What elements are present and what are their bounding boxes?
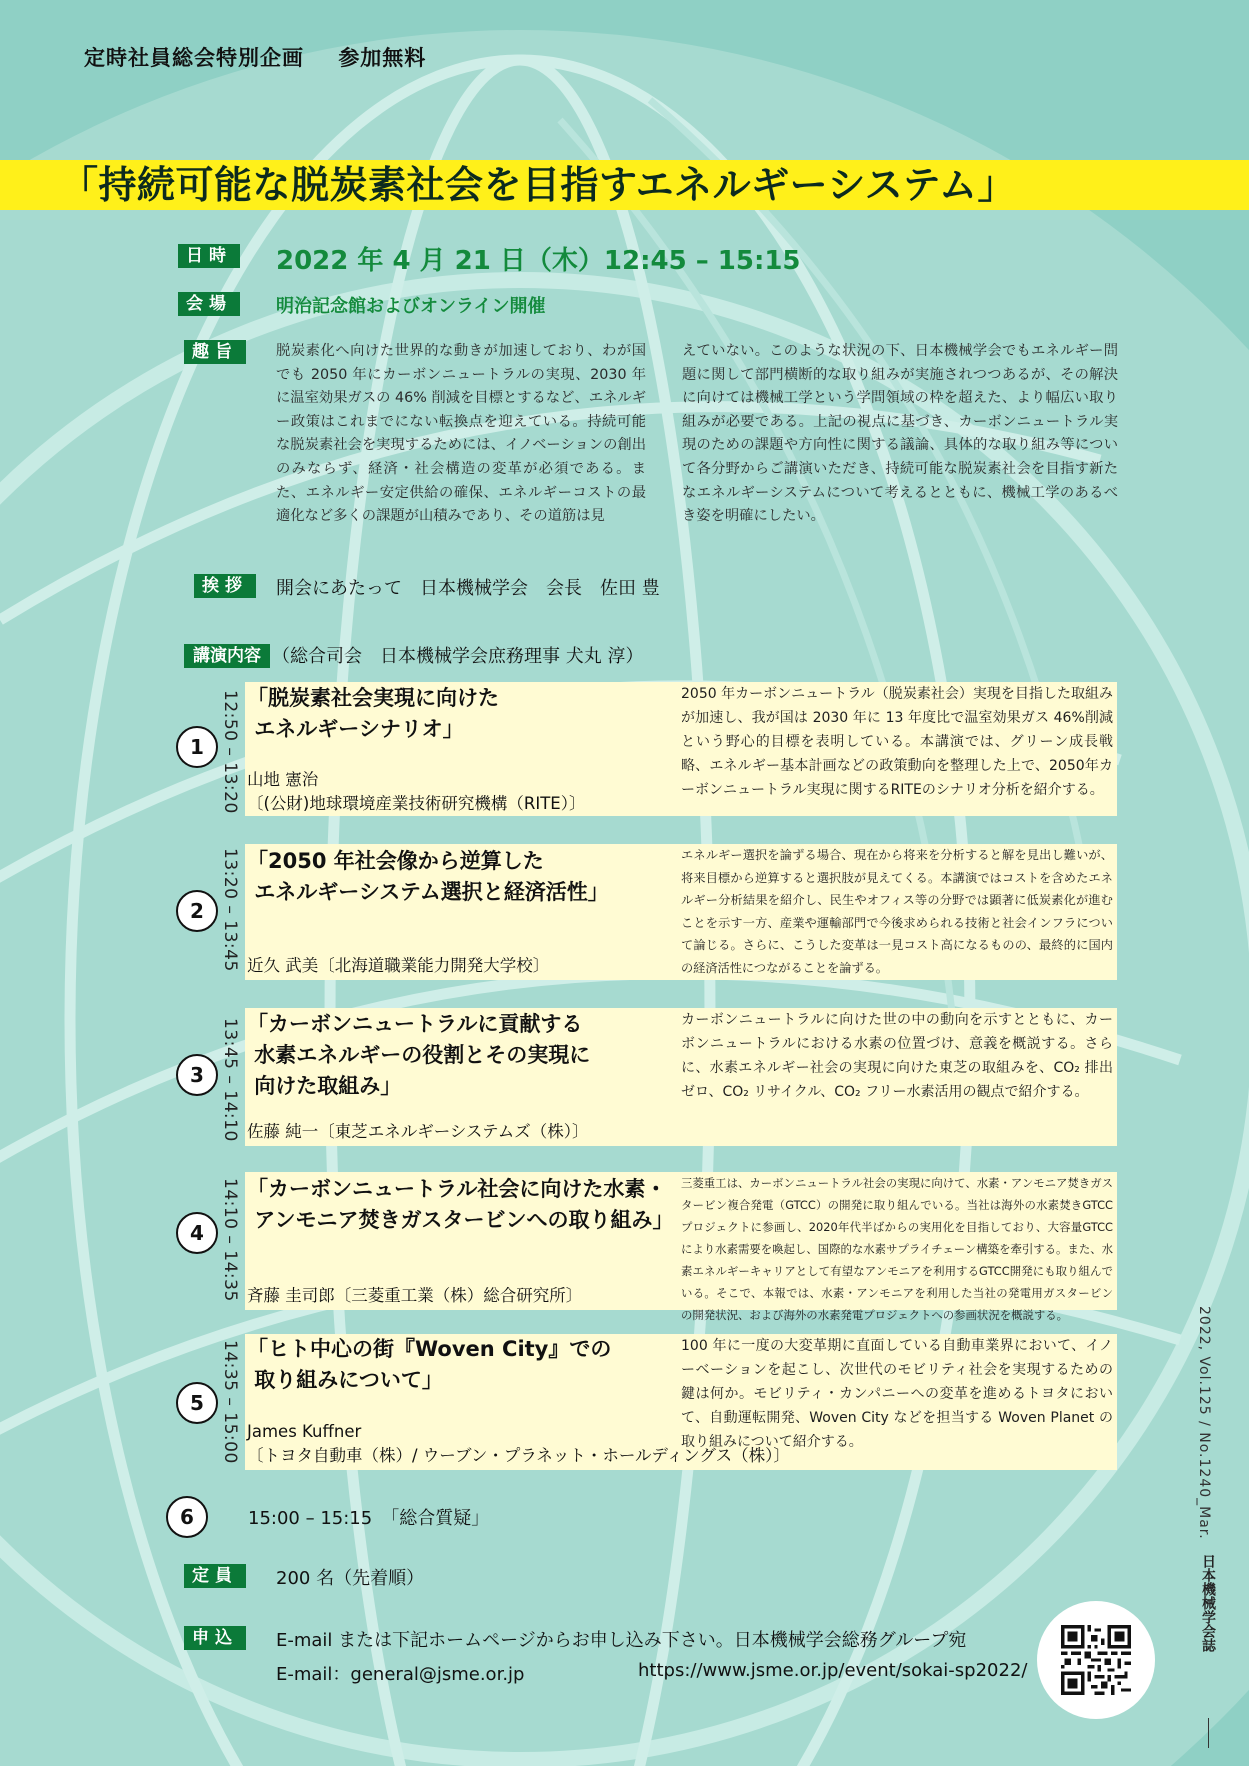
lecture-card bbox=[245, 1172, 1117, 1322]
event-title: 「持続可能な脱炭素社会を目指すエネルギーシステム」 bbox=[60, 163, 1017, 207]
label-greeting: 挨拶 bbox=[194, 574, 256, 598]
lecture-description: 三菱重工は、カーボンニュートラル社会の実現に向けて、水素・アンモニア焚きガスタービン複合発電（GTCC）の開発に取り組んでいる。当社は海外の水素焚きGTCCプロジェクトに参画し、2020年代半ばからの実用化を目指しており、大容量GTCCにより水素需要を喚起し、国際的な水素サプライチェーン構築を牽引する。また、水素エネルギーキャリアとして有望なアンモニアを利用するGTCC開発にも取り組んでいる。そこで、本報では、水素・アンモニアを利用した当社の発電用ガスタービンの開発状況、および海外の水素発電プロジェクトへの参画状況を概説する。 bbox=[681, 1176, 1113, 1322]
lecture-title: 「2050 年社会像から逆算した エネルギーシステム選択と経済活性」 bbox=[247, 849, 609, 904]
lecture-number: 2 bbox=[176, 890, 218, 932]
lecture-speaker: James Kuffner 〔トヨタ自動車（株）/ ウーブン・プラネット・ホールディングス（株）〕 bbox=[247, 1422, 790, 1465]
lecture-time: 13:45 – 14:10 bbox=[220, 1018, 240, 1142]
lecture-description: 2050 年カーボンニュートラル（脱炭素社会）実現を目指した取組みが加速し、我が国は 2030 年に 13 年度比で温室効果ガス 46%削減という野心的目標を表明している。本講演では、グリーン成長戦略、エネルギー基本計画などの政策動向を整理した上で、2050年カーボンニュートラル実現に関するRITEのシナリオ分析を紹介する。 bbox=[681, 686, 1113, 798]
lecture-speaker: 佐藤 純一〔東芝エネルギーシステムズ（株）〕 bbox=[247, 1122, 589, 1141]
publisher-name: 日本機械学会誌 bbox=[1200, 1554, 1216, 1652]
lecture-description: カーボンニュートラルに向けた世の中の動向を示すとともに、カーボンニュートラルにおける水素の位置づけ、意義を概説する。さらに、水素エネルギー社会の実現に向けた東芝の取組みを、CO₂ 排出ゼロ、CO₂ リサイクル、CO₂ フリー水素活用の観点で紹介する。 bbox=[681, 1012, 1113, 1100]
label-datetime: 日時 bbox=[178, 244, 240, 268]
lecture-speaker: 斉藤 圭司郎〔三菱重工業（株）総合研究所〕 bbox=[247, 1286, 583, 1305]
purpose-text-col2: えていない。このような状況の下、日本機械学会でもエネルギー問題に関して部門横断的な取り組みが実施されつつあるが、その解決に向けては機械工学という学問領域の枠を超えた、より幅広い取り組みが必要である。上記の視点に基づき、カーボンニュートラル実現のための課題や方向性に関する議論、具体的な取り組み等について各分野からご講演いただき、持続可能な脱炭素社会を目指す新たなエネルギーシステムについて考えるとともに、機械工学のあるべき姿を明確にしたい。 bbox=[682, 343, 1118, 525]
purpose-text-col1: 脱炭素化へ向けた世界的な動きが加速しており、わが国でも 2050 年にカーボンニュートラルの実現、2030 年に温室効果ガスの 46% 削減を目標とするなど、エネルギー政策はこれまでにない転換点を迎えている。持続可能な脱炭素社会を実現するためには、イノベーションの創出のみならず、経済・社会構造の変革が必須である。また、エネルギー安定供給の確保、エネルギーコストの最適化など多くの課題が山積みであり、その道筋は見 bbox=[276, 343, 646, 525]
capacity-text: 200 名（先着順） bbox=[276, 1568, 425, 1589]
lecture-time: 14:10 – 14:35 bbox=[220, 1178, 240, 1302]
lecture-card bbox=[245, 1334, 1117, 1470]
lecture-number: 3 bbox=[176, 1054, 218, 1096]
pre-title-text: 定時社員総会特別企画 bbox=[84, 46, 304, 70]
greeting-text: 開会にあたって 日本機械学会 会長 佐田 豊 bbox=[276, 578, 660, 599]
lecture-title: 「カーボンニュートラル社会に向けた水素・ アンモニア焚きガスタービンへの取り組み」 bbox=[247, 1177, 674, 1232]
lecture-title: 「ヒト中心の街『Woven City』での 取り組みについて」 bbox=[247, 1337, 612, 1392]
lecture-time: 14:35 – 15:00 bbox=[220, 1340, 240, 1464]
lecture-number: 4 bbox=[176, 1212, 218, 1254]
lecture-description: エネルギー選択を論ずる場合、現在から将来を分析すると解を見出し難いが、将来目標から逆算すると選択肢が見えてくる。本講演ではコストを含めたエネルギー分析結果を紹介し、民生やオフィス等の分野では顕著に低炭素化が進むことを示す一方、産業や運輸部門で今後求められる技術と社会インフラについて論じる。さらに、こうした変革は一見コスト高になるものの、最終的に国内の経済活性につながることを論ずる。 bbox=[681, 848, 1113, 975]
lectures-moderator: （総合司会 日本機械学会庶務理事 犬丸 淳） bbox=[272, 646, 644, 667]
label-application: 申込 bbox=[184, 1626, 246, 1650]
qr-code-icon[interactable] bbox=[1061, 1625, 1131, 1695]
lecture-title: 「カーボンニュートラルに貢献する 水素エネルギーの役割とその実現に 向けた取組み」 bbox=[247, 1012, 591, 1098]
lecture-card bbox=[245, 682, 1117, 816]
lecture-number: 5 bbox=[176, 1382, 218, 1424]
lecture-number: 1 bbox=[176, 726, 218, 768]
application-url-link[interactable]: https://www.jsme.or.jp/event/sokai-sp2022/ bbox=[638, 1660, 1028, 1681]
label-capacity: 定員 bbox=[184, 1564, 246, 1588]
label-lectures: 講演内容 bbox=[184, 644, 270, 668]
lecture-card bbox=[245, 1008, 1117, 1146]
application-instructions: E-mail または下記ホームページからお申し込み下さい。日本機械学会総務グループ宛 bbox=[276, 1630, 967, 1651]
event-datetime: 2022 年 4 月 21 日（木）12:45 – 15:15 bbox=[276, 246, 801, 276]
lecture-card bbox=[245, 844, 1117, 980]
lecture-time: 13:20 – 13:45 bbox=[220, 848, 240, 972]
event-venue: 明治記念館およびオンライン開催 bbox=[276, 296, 546, 317]
lecture-description: 100 年に一度の大変革期に直面している自動車業界において、イノーベーションを起こし、次世代のモビリティ社会を実現するための鍵は何か。モビリティ・カンパニーへの変革を進めるトヨタにおいて、自動運転開発、Woven City などを担当する Woven Planet の取り組みについて紹介する。 bbox=[681, 1338, 1113, 1450]
lecture-speaker: 山地 憲治 〔(公財)地球環境産業技術研究機構（RITE）〕 bbox=[247, 770, 586, 813]
label-purpose: 趣旨 bbox=[184, 340, 246, 364]
qa-number: 6 bbox=[166, 1496, 208, 1538]
lecture-speaker: 近久 武美〔北海道職業能力開発大学校〕 bbox=[247, 956, 550, 975]
issue-info: 2022, Vol.125 / No.1240_Mar. bbox=[1196, 1306, 1212, 1540]
application-email[interactable]: E-mail：general@jsme.or.jp bbox=[276, 1664, 525, 1685]
qa-text: 15:00 – 15:15 「総合質疑」 bbox=[248, 1508, 490, 1529]
lecture-time: 12:50 – 13:20 bbox=[220, 690, 240, 814]
page-rule bbox=[1208, 1718, 1209, 1748]
lecture-title: 「脱炭素社会実現に向けた エネルギーシナリオ」 bbox=[247, 686, 499, 741]
free-admission-text: 参加無料 bbox=[338, 46, 427, 70]
pre-title bbox=[84, 42, 426, 72]
label-venue: 会場 bbox=[178, 292, 240, 316]
